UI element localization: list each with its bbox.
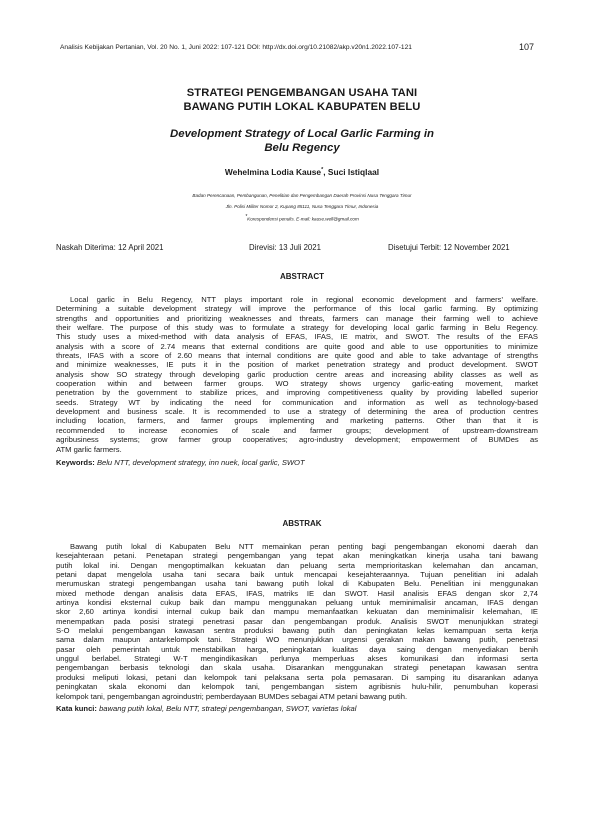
- paper-title-line-2: BAWANG PUTIH LOKAL KABUPATEN BELU: [183, 100, 421, 113]
- paper-subtitle-line-1: Development Strategy of Local Garlic Farming in: [170, 128, 434, 140]
- author-name: Suci Istiqlaal: [327, 167, 380, 177]
- kata-kunci-line: [56, 704, 538, 713]
- abstract-line: kesejahteraan petani. Penetapan strategi pengembangan yang tepat akan meningkatkan kinerja usaha tani bawang: [56, 551, 538, 561]
- abstrak-heading: ABSTRAK: [282, 519, 322, 528]
- abstract-body: [56, 295, 538, 454]
- abstract-line: sama dalam maupun antarkelompok tani. Strategi WO menunjukkan urgensi gerakan makan bawang putih, penetrasi: [56, 635, 538, 645]
- paper-subtitle: [0, 127, 604, 155]
- abstract-line: pasar oleh pemerintah untuk menstabilkan harga, peningkatan kualitas daya saing dengan menyediakan benih: [56, 644, 538, 654]
- keywords-label: Keywords:: [56, 458, 95, 467]
- abstract-line: mixed methode dengan analisis data EFAS, IFAS, matriks IE dan SWOT. Hasil analisis EFAS dengan skor 2,74: [56, 588, 538, 598]
- abstract-line: kelompok tani, pengembangan agroindustri; pemberdayaan BUMDes sebagai ATM petani bawang putih.: [56, 691, 408, 701]
- abstrak-body: [56, 542, 538, 701]
- abstract-line: ATM garlic farmers.: [56, 444, 122, 454]
- keywords-line: [56, 458, 538, 467]
- abstract-line: penetration by the government to stabilize prices, and improving competitiveness quality by providing labelled superior: [56, 388, 538, 398]
- paper-subtitle-line-2: Belu Regency: [264, 142, 340, 154]
- correspondence-text: Korespondensi penulis. E-mail: kause.well@gmail.com: [247, 216, 359, 222]
- author-separator: ,: [323, 167, 328, 177]
- affiliation-line: Jln. Polisi Militer Nomor 2, Kupang 85111, Nusa Tenggara Timur, Indonesia: [225, 204, 379, 209]
- paper-title-line-1: STRATEGI PENGEMBANGAN USAHA TANI: [186, 87, 418, 99]
- affiliation-line: Badan Perencanaan, Pembangunan, Penelitian dan Pengembangan Daerah Provinsi Nusa Tenggara Timur: [192, 193, 412, 198]
- abstract-line: merumuskan strategi pengembangan usaha tani bawang putih lokal di Kabupaten Belu. Penelitian ini menggunakan: [56, 579, 538, 589]
- abstract-line: analysis show SO strategy through developing garlic production centre areas and increasing ability classes as well as: [56, 369, 538, 379]
- author-name: Wehelmina Lodia Kause: [224, 167, 322, 177]
- abstract-line: threats, IFAS with a score of 2.60 means that internal conditions are quite good and able to take advantage of strengths: [56, 351, 538, 361]
- abstract-line: putih lokal ini. Dengan mengoptimalkan kekuatan dan peluang serta memprioritaskan kelemahan dan ancaman,: [56, 560, 538, 570]
- abstract-line: Bawang putih lokal di Kabupaten Belu NTT memainkan peran penting bagi pengembangan ekonomi daerah dan: [70, 542, 538, 551]
- abstract-line: development and business scale. It is recommended to use a strategy of determining the area of production centres: [56, 407, 538, 417]
- date-accepted: Disetujui Terbit: 12 November 2021: [388, 243, 510, 252]
- abstract-line: artinya kondisi eksternal cukup baik dan mampu menggunakan peluang untuk meminimalisir ancaman, IFAS dengan: [56, 598, 538, 608]
- abstract-line: S-O melalui pengembangan kawasan sentra produksi bawang putih dan peningkatan kelas kemampuan serta kerja: [56, 626, 538, 636]
- corresponding-mark: *: [321, 167, 324, 174]
- author-list: [0, 167, 604, 177]
- abstract-heading: ABSTRACT: [280, 272, 324, 281]
- abstract-line: Determining a suitable development strategy will improve the performance of this local garlic farming. By optimizing: [56, 304, 538, 314]
- abstract-line: strengths and opportunities and prioritizing weaknesses and threats, farmers can manage their farming well to achieve: [56, 313, 538, 323]
- abstract-line: seeds. Strategy WT by indicating the need for communication and information as well as technology-based: [56, 397, 538, 407]
- kata-kunci-label: Kata kunci:: [56, 704, 97, 713]
- abstract-line: analysis with a score of 2.74 means that external conditions are quite good and able to use opportunities to minimize: [56, 341, 538, 351]
- date-received: Naskah Diterima: 12 April 2021: [56, 243, 164, 252]
- abstract-line: produksi meliputi lokasi, petani dan kelompok tani pelaksana serta pola pemasaran. Di samping itu disarankan adanya: [56, 672, 538, 682]
- kata-kunci-value: bawang putih lokal, Belu NTT, strategi pengembangan, SWOT, varietas lokal: [99, 704, 357, 713]
- affiliation-block: [0, 190, 604, 225]
- correspondence-mark: *: [245, 214, 248, 220]
- abstract-line: This study uses a mixed-method with data analysis of EFAS, IFAS, IE matrix, and SWOT. The results of the EFAS: [56, 332, 538, 342]
- paper-title: [0, 87, 604, 114]
- abstract-line: their welfare. The purpose of this study was to formulate a strategy for developing local garlic farming in Belu Regency.: [56, 323, 538, 333]
- abstract-line: and minimize weaknesses, IE puts it in the position of market penetration strategy and product development. SWOT: [56, 360, 538, 370]
- correspondence-line: [0, 212, 604, 225]
- abstract-line: agribusiness systems; grow farmer group cooperatives; agro-industry development; empowerment of BUMDes as: [56, 435, 538, 445]
- abstract-line: unggul berlabel. Strategi W-T mengindikasikan perlunya memperluas akses komunikasi dan informasi serta: [56, 654, 538, 664]
- abstract-line: skor 2,60 artinya kondisi internal cukup baik dan mampu memanfaatkan kekuatan dan meminimalisir kelemahan, IE: [56, 607, 538, 617]
- abstract-line: cooperation within and between farmer groups. WO strategy shows urgency garlic-eating movement, market: [56, 379, 538, 389]
- abstract-line: menempatkan pada posisi strategi penetrasi pasar dan pengembangan produk. Analisis SWOT menunjukkan strategi: [56, 616, 538, 626]
- abstract-line: peningkatan skala ekonomi dan kelompok tani, pengembangan sistem agribisnis hulu-hilir, penumbuhan koperasi: [56, 682, 538, 692]
- abstract-line: petani dapat mengelola usaha tani secara baik untuk mencapai kesejahteraannya. Tujuan penelitian ini adalah: [56, 570, 538, 580]
- date-revised: Direvisi: 13 Juli 2021: [249, 243, 321, 252]
- abstract-line: recommended to increase economies of scale and farmer groups; development of upstream-downstream: [56, 425, 538, 435]
- abstract-line: including location, farmers, and farmer groups implementing and marketing patterns. Other than that it is: [56, 416, 538, 426]
- abstract-line: Local garlic in Belu Regency, NTT plays important role in regional economic development and farmers' welfare.: [70, 295, 538, 304]
- keywords-value: Belu NTT, development strategy, inn nuek, local garlic, SWOT: [96, 458, 305, 467]
- running-head: Analisis Kebijakan Pertanian, Vol. 20 No. 1, Juni 2022: 107-121 DOI: http://dx.doi.org/10.21082/akp.v20n1.2022.107-121: [60, 44, 412, 51]
- page-number: 107: [519, 42, 535, 52]
- abstract-line: pengembangan berbasis teknologi dan skala usaha. Disarankan menggunakan strategi penetapan kawasan sentra: [56, 663, 538, 673]
